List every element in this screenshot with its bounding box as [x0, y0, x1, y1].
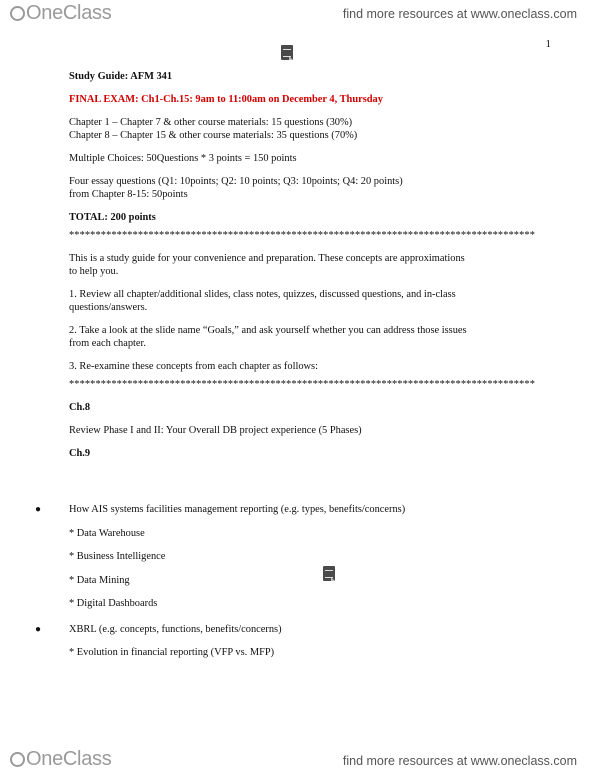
step-2-line-1: 2. Take a look at the slide name “Goals,” and ask yourself whether you can address those issues — [69, 325, 467, 336]
ch9-bullet-list — [35, 493, 549, 670]
page-header — [0, 0, 595, 26]
logo-circle-icon — [10, 6, 25, 21]
chapters-line-1: Chapter 1 – Chapter 7 & other course materials: 15 questions (30%) — [69, 117, 353, 128]
header-tagline[interactable]: find more resources at www.oneclass.com — [342, 7, 577, 21]
separator-1: **************************************************************************************** — [69, 230, 535, 241]
bullet-1-sub-3: * Data Mining — [69, 574, 130, 586]
bullet-1-text: How AIS systems facilities management reporting (e.g. types, benefits/concerns) — [69, 504, 406, 516]
page-number: 1 — [545, 38, 551, 50]
list-item — [35, 623, 549, 659]
oneclass-logo[interactable] — [10, 2, 111, 25]
step-1-line-2: questions/answers. — [69, 302, 148, 313]
footer-tagline[interactable]: find more resources at www.oneclass.com — [342, 754, 577, 768]
ch8-text: Review Phase I and II: Your Overall DB project experience (5 Phases) — [69, 425, 362, 436]
step-3-line: 3. Re-examine these concepts from each chapter as follows: — [69, 361, 318, 372]
bullet-dot-icon: ● — [35, 504, 42, 516]
ch8-heading: Ch.8 — [69, 402, 91, 413]
page-footer — [0, 744, 595, 770]
doc-title: Study Guide: AFM 341 — [69, 71, 173, 82]
essay-line-1: Four essay questions (Q1: 10points; Q2: 10 points; Q3: 10points; Q4: 20 points) — [69, 176, 403, 187]
step-2-line-2: from each chapter. — [69, 338, 147, 349]
oneclass-logo[interactable] — [10, 748, 111, 771]
document-note-icon[interactable] — [281, 45, 293, 60]
list-item — [35, 503, 549, 610]
bullet-2-sub-1: * Evolution in financial reporting (VFP vs. MFP) — [69, 647, 275, 659]
ch9-heading: Ch.9 — [69, 448, 91, 459]
intro-line-2: to help you. — [69, 266, 119, 277]
bullet-1-sub-1: * Data Warehouse — [69, 527, 145, 539]
final-exam-line: FINAL EXAM: Ch1-Ch.15: 9am to 11:00am on December 4, Thursday — [69, 94, 383, 105]
bullet-2-text: XBRL (e.g. concepts, functions, benefits/concerns) — [69, 623, 282, 635]
step-1-line-1: 1. Review all chapter/additional slides, class notes, quizzes, discussed questions, and in-class — [69, 289, 456, 300]
study-guide-body — [69, 70, 549, 460]
chapters-line-2: Chapter 8 – Chapter 15 & other course materials: 35 questions (70%) — [69, 130, 358, 141]
document-note-icon[interactable] — [323, 566, 335, 581]
total-line: TOTAL: 200 points — [69, 212, 156, 223]
separator-2: **************************************************************************************** — [69, 379, 535, 390]
intro-line-1: This is a study guide for your convenience and preparation. These concepts are approximations — [69, 253, 465, 264]
logo-circle-icon — [10, 752, 25, 767]
logo-text: OneClass — [26, 748, 112, 770]
essay-line-2: from Chapter 8-15: 50points — [69, 189, 188, 200]
bullet-1-sub-4: * Digital Dashboards — [69, 597, 158, 609]
multiple-choice-line: Multiple Choices: 50Questions * 3 points = 150 points — [69, 153, 297, 164]
bullet-1-sub-2: * Business Intelligence — [69, 551, 166, 563]
logo-text: OneClass — [26, 2, 112, 24]
bullet-dot-icon: ● — [35, 623, 42, 635]
